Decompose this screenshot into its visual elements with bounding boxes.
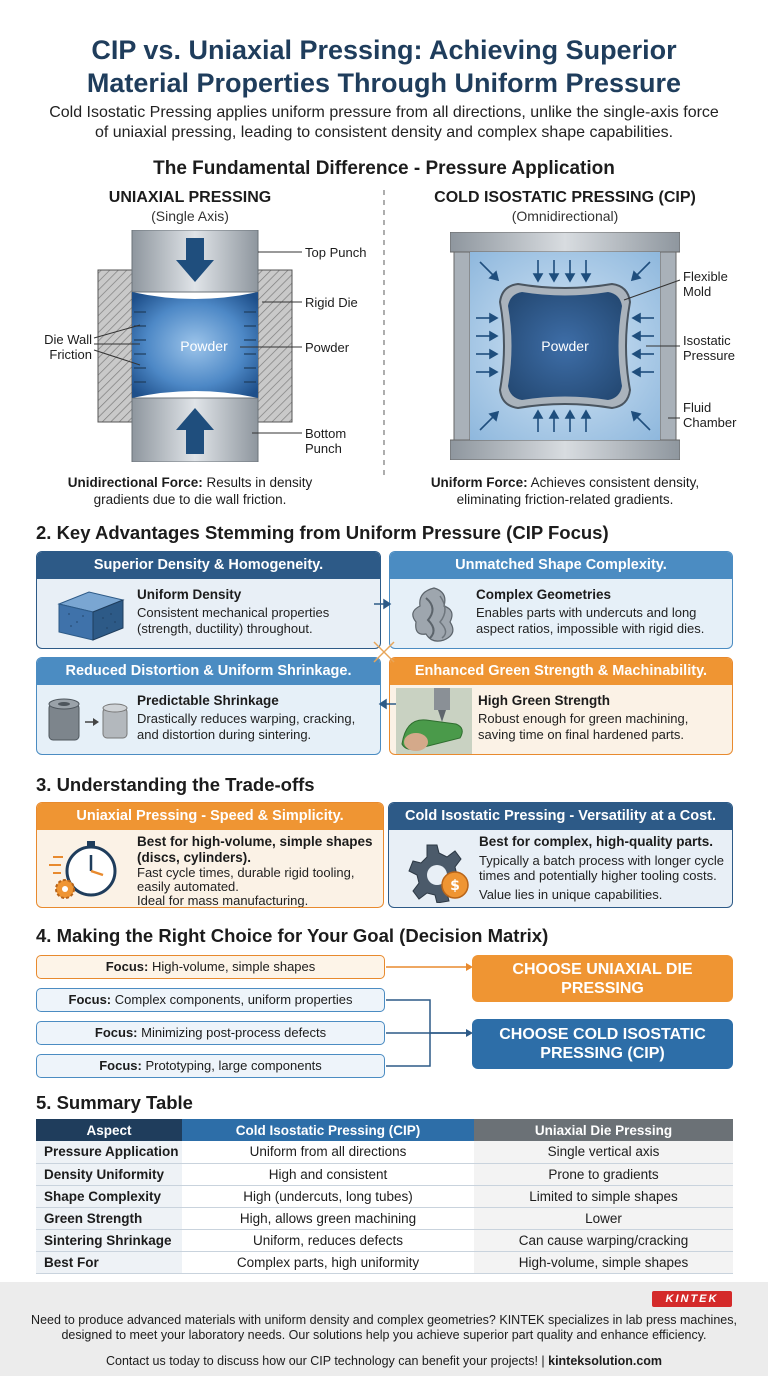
table-row [36, 1141, 733, 1163]
cell-cip: Uniform, reduces defects [182, 1229, 474, 1251]
focus-label: Focus: [94, 1025, 138, 1040]
fluid-line-2: Chamber [683, 415, 737, 430]
isostatic-pressure-label [683, 333, 735, 363]
card-title: Uniform Density [137, 587, 242, 602]
cip-caption-line-2: eliminating friction-related gradients. [456, 492, 674, 507]
cell-uniaxial: Prone to gradients [474, 1163, 733, 1185]
bottom-punch-label [305, 426, 346, 456]
card-header: Unmatched Shape Complexity. [390, 552, 732, 579]
card-desc-line-3: Ideal for mass manufacturing. [137, 893, 309, 908]
card-title: Predictable Shrinkage [137, 693, 279, 708]
shrinkage-icon [45, 694, 133, 750]
footer-line-1: Need to produce advanced materials with uniform density and complex geometries? KINTEK specializes in lab press machines, [31, 1313, 737, 1327]
card-desc-line-2: times and potentially higher tooling costs. [479, 868, 717, 883]
focus-minimizing-defects [36, 1021, 385, 1045]
focus-prototyping [36, 1054, 385, 1078]
cell-uniaxial: Single vertical axis [474, 1141, 733, 1163]
card-title: Complex Geometries [476, 587, 612, 602]
cip-caption [400, 474, 730, 508]
cell-cip: Uniform from all directions [182, 1141, 474, 1163]
card-desc [137, 605, 329, 636]
friction-line-1: Die Wall [44, 332, 92, 347]
rigid-die-label: Rigid Die [305, 295, 358, 310]
stopwatch-gear-icon [47, 837, 131, 903]
cell-aspect: Density Uniformity [36, 1163, 182, 1185]
cip-caption-line-1 [400, 474, 730, 491]
isostatic-line-2: Pressure [683, 348, 736, 363]
cip-title: COLD ISOSTATIC PRESSING (CIP) [434, 189, 696, 206]
table-row [36, 1207, 733, 1229]
card-desc-line-2: (strength, ductility) throughout. [137, 620, 313, 636]
cell-aspect: Green Strength [36, 1207, 182, 1229]
summary-table [36, 1119, 733, 1274]
card-header: Uniaxial Pressing - Speed & Simplicity. [37, 803, 383, 830]
flexible-line-1: Flexible [683, 269, 728, 284]
cip-subtitle: (Omnidirectional) [511, 208, 619, 224]
card-title-line-2: (discs, cylinders). [137, 850, 252, 865]
choice-cip-line-1: CHOOSE COLD ISOSTATIC [499, 1026, 706, 1043]
contact-text: Contact us today to discuss how our CIP technology can benefit your projects! | [105, 1354, 549, 1368]
gear-cost-icon [397, 837, 477, 903]
table-row [36, 1185, 733, 1207]
card-desc [478, 711, 688, 742]
uniaxial-caption [40, 474, 340, 508]
focus-text: Minimizing post-process defects [137, 1025, 327, 1040]
section2-heading: 2. Key Advantages Stemming from Uniform Pressure (CIP Focus) [36, 522, 609, 543]
cell-uniaxial: Can cause warping/cracking [474, 1229, 733, 1251]
cube-icon [49, 586, 129, 642]
cell-aspect: Sintering Shrinkage [36, 1229, 182, 1251]
card-desc-line-1: Typically a batch process with longer cycle [479, 853, 724, 868]
card-desc-line-2: saving time on final hardened parts. [478, 726, 684, 742]
die-wall-friction-label [36, 332, 92, 362]
card-desc-line-2: aspect ratios, impossible with rigid dies. [476, 620, 705, 636]
advantage-card-shape [389, 551, 733, 649]
flexible-mold-label [683, 269, 728, 299]
card-desc [137, 866, 354, 908]
bottom-punch-line-1: Bottom [305, 426, 347, 441]
cip-caption-bold: Uniform Force: [430, 475, 528, 490]
focus-text: Prototyping, large components [141, 1058, 322, 1073]
cell-cip: Complex parts, high uniformity [182, 1251, 474, 1273]
card-desc [137, 711, 355, 742]
cip-powder-label: Powder [541, 338, 589, 354]
section3-heading: 3. Understanding the Trade-offs [36, 774, 315, 795]
card-title [137, 834, 373, 866]
decision-connectors [384, 955, 474, 1070]
cell-cip: High and consistent [182, 1163, 474, 1185]
cell-uniaxial: High-volume, simple shapes [474, 1251, 733, 1273]
friction-line-2: Friction [49, 347, 92, 362]
choice-cip [472, 1019, 733, 1069]
isostatic-line-1: Isostatic [683, 333, 731, 348]
table-header-row [36, 1119, 733, 1141]
tradeoff-card-uniaxial [36, 802, 384, 908]
table-row [36, 1229, 733, 1251]
choice-cip-text [499, 1025, 706, 1063]
uniaxial-powder-label: Powder [180, 338, 228, 354]
contact-site-link[interactable]: kinteksolution.com [548, 1354, 663, 1368]
card-desc-line-1: Robust enough for green machining, [478, 711, 689, 726]
uniaxial-title: UNIAXIAL PRESSING [108, 189, 272, 206]
choice-uniaxial [472, 955, 733, 1002]
choice-uniaxial-line-2: PRESSING [561, 979, 644, 997]
flexible-line-2: Mold [683, 284, 712, 299]
subtitle-line-1: Cold Isostatic Pressing applies uniform pressure from all directions, unlike the single-axis force [49, 104, 719, 121]
focus-complex-components [36, 988, 385, 1012]
card-title: Best for complex, high-quality parts. [479, 834, 714, 849]
card-title: High Green Strength [478, 693, 611, 708]
subtitle-line-2: of uniaxial pressing, leading to consistent density and complex shape capabilities. [94, 124, 674, 141]
card-connectors [360, 590, 410, 720]
tradeoff-card-cip [388, 802, 733, 908]
column-header-aspect: Aspect [36, 1119, 182, 1141]
focus-text: High-volume, simple shapes [148, 959, 316, 974]
fluid-chamber-label [683, 400, 736, 430]
card-header: Reduced Distortion & Uniform Shrinkage. [37, 658, 380, 685]
focus-label: Focus: [105, 959, 149, 974]
card-header: Cold Isostatic Pressing - Versatility at a Cost. [389, 803, 732, 830]
section5-heading: 5. Summary Table [36, 1092, 193, 1113]
section1-heading: The Fundamental Difference - Pressure Application [153, 158, 615, 179]
choice-uniaxial-text [512, 960, 692, 998]
table-row [36, 1251, 733, 1273]
cell-aspect: Shape Complexity [36, 1185, 182, 1207]
uniaxial-subtitle: (Single Axis) [151, 208, 229, 224]
advantage-card-density [36, 551, 381, 649]
uniaxial-caption-bold: Unidirectional Force: [67, 475, 203, 490]
uniaxial-caption-line-2: gradients due to die wall friction. [93, 492, 287, 507]
focus-text: Complex components, uniform properties [111, 992, 353, 1007]
focus-label: Focus: [68, 992, 112, 1007]
uniaxial-caption-line-1 [40, 474, 340, 491]
card-header: Superior Density & Homogeneity. [37, 552, 380, 579]
cell-uniaxial: Lower [474, 1207, 733, 1229]
card-desc-line-3: Value lies in unique capabilities. [479, 887, 663, 902]
twisted-part-icon [404, 584, 464, 646]
choice-uniaxial-line-1: CHOOSE UNIAXIAL DIE [512, 960, 693, 978]
card-desc-line-1: Enables parts with undercuts and long [476, 605, 697, 620]
title-line-2: Material Properties Through Uniform Pressure [86, 68, 682, 98]
advantage-card-green-strength [389, 657, 733, 755]
focus-high-volume [36, 955, 385, 979]
footer-text [20, 1313, 748, 1343]
title-line-1: CIP vs. Uniaxial Pressing: Achieving Superior [91, 35, 677, 65]
choice-cip-line-2: PRESSING (CIP) [540, 1045, 665, 1062]
card-desc-line-1: Consistent mechanical properties [137, 605, 330, 620]
fluid-line-1: Fluid [683, 400, 712, 415]
cell-cip: High, allows green machining [182, 1207, 474, 1229]
card-title-line-1: Best for high-volume, simple shapes [137, 834, 373, 849]
card-desc [476, 605, 704, 636]
cip-caption-rest: Achieves consistent density, [527, 475, 700, 490]
footer-line-2: designed to meet your laboratory needs. Our solutions help you achieve superior part quality and enhance efficiency. [61, 1328, 707, 1342]
card-desc-line-2: easily automated. [137, 879, 239, 894]
page-subtitle [20, 103, 748, 143]
page-title [20, 34, 748, 100]
column-header-cip: Cold Isostatic Pressing (CIP) [182, 1119, 474, 1141]
bottom-punch-line-2: Punch [305, 441, 342, 456]
footer-contact [20, 1354, 748, 1368]
cell-aspect: Best For [36, 1251, 182, 1273]
section4-heading: 4. Making the Right Choice for Your Goal (Decision Matrix) [36, 925, 549, 946]
cell-cip: High (undercuts, long tubes) [182, 1185, 474, 1207]
uniaxial-caption-rest: Results in density [202, 475, 313, 490]
powder-side-label: Powder [305, 340, 350, 355]
top-punch-label: Top Punch [305, 245, 367, 260]
kintek-logo: KINTEK [652, 1291, 732, 1307]
table-row [36, 1163, 733, 1185]
cell-uniaxial: Limited to simple shapes [474, 1185, 733, 1207]
card-desc-line-1: Fast cycle times, durable rigid tooling, [137, 865, 355, 880]
card-header: Enhanced Green Strength & Machinability. [390, 658, 732, 685]
advantage-card-shrinkage [36, 657, 381, 755]
cell-aspect: Pressure Application [36, 1141, 182, 1163]
focus-label: Focus: [99, 1058, 142, 1073]
card-desc [479, 853, 724, 902]
column-header-uniaxial: Uniaxial Die Pressing [474, 1119, 733, 1141]
svg-text:$: $ [450, 878, 460, 894]
card-desc-line-2: and distortion during sintering. [137, 726, 312, 742]
card-desc-line-1: Drastically reduces warping, cracking, [137, 711, 356, 726]
